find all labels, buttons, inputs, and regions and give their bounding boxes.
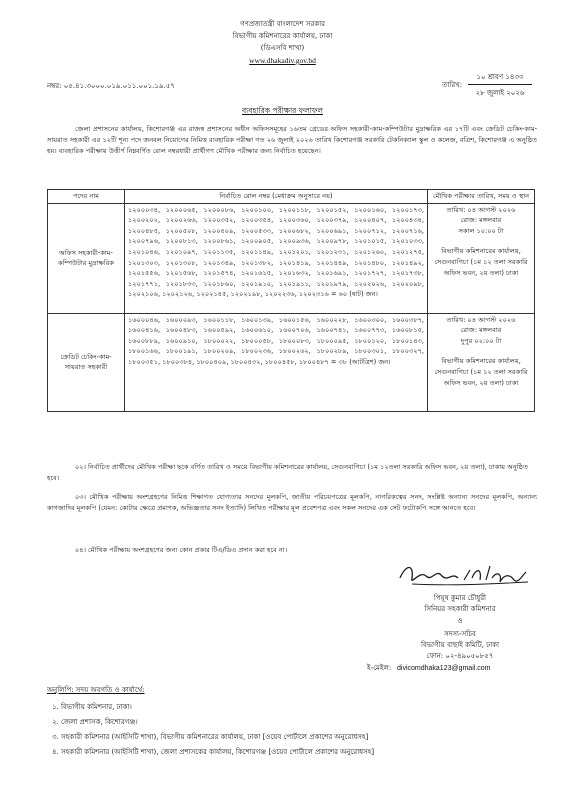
viva-day: রোজ: মঙ্গলবার	[460, 326, 502, 335]
signature-conjunction: ও	[457, 617, 463, 625]
committee-name: বিভাগীয় বাছাই কমিটি, ঢাকা	[420, 641, 500, 649]
handwritten-signature	[392, 560, 532, 590]
table-header-row	[48, 190, 535, 204]
signatory-role: সদস্য-সচিব	[444, 630, 476, 638]
paragraph-4: ০৪। মৌখিক পরীক্ষায় অংশগ্রহণের জন্য কোন প্রকার টিএ/ডিএ প্রদান করা হবে না।	[75, 546, 288, 554]
date-divider	[468, 84, 532, 85]
roll-list-cell: ১৬০০০৪৬, ১৬০০০৯৩, ১৬০০১১৮, ১৬০০১৩৯, ১৬০০১৫৬, ১৬০০২২৮, ১৬০০৩০০, ১৬০০৩৮৭, ১৬০০৪১৬, ১৬০০৪৮৩, ১৬০০৫৯২, ১৬০০৬১০, ১৬০০৭০৬, ১৬০০৭৪১, ১৬০০৭৭৩, ১৬০০৮১৫, ১৬০০৮৮৯, ১৬০০৯১০, ১৮০০০২২, ১৮০০০৫৮, ১৮০০০৮৩, ১৮০০০৯৫, ১৮০০১২০, ১৮০০১৪৩, ১৮০০১৬৬, ১৮০০১৯১, ১৮০০২০৯, ১৮০০২৩৬, ১৮০০২৬২, ১৮০০২৮৯, ১৮০০৩০১, ১৮০০৩২৭, ১৮০০৩৫১, ১৮০০৩৮৪, ১৮০০৪০৯, ১৮০০৪৩২, ১৮০০৪৫৮, ১৮০০৪৮৭ = ৩৮ (আটত্রিশ) জন।	[125, 313, 428, 411]
email-address[interactable]: divicomdhaka123@gmail.com	[397, 665, 491, 672]
date-bangla: ১০ শ্রাবণ ১৪৩৩	[476, 73, 524, 81]
roll-list-cell: ১২০০০৩৪, ১২০০০৬৫, ১২০০০৮৬, ১২০০১০০, ১২০০১১৮, ১২০০১৫২, ১২০০১৬০, ১২০০১৭৩, ১২০০২০২, ১২০০২৬৬, ১২০০৩৫২, ১২০০৩৫৪, ১২০০৩৬০, ১২০০৩৭৯, ১২০০৪০৭, ১২০০৪৩৪, ১২০০৪৮৫, ১২০০৫০৮, ১২০০৫০৯, ১২০০৫৩৩, ১২০০৬৮২, ১২০০৬৯১, ১২০০৭১২, ১২০০৭১৬, ১২০০৭৯৬, ১২০০৮১৩, ১২০০৮৬১, ১২০০৯০৫, ১২০০৯৩৬, ১২০০৯৭৮, ১২০১০১৫, ১২০১০৩৩, ১২০১০৪৬, ১২০১০৯৭, ১২০১১৩৫, ১২০১১৪৯, ১২০১২০১, ১২০১২৩১, ১২০১২৬০, ১২০১২৭৫, ১২০১৩০৩, ১২০১৩০৮, ১২০১৩৪৯, ১২০১৩৮২, ১২০১৪১৯, ১২০১৪৪৯, ১২০১৪৮০, ১২০১৪৯২, ১২০১৫৫৬, ১২০১৫৬৮, ১২০১৫৭৪, ১২০১৬১৫, ১২০১৬৩২, ১২০১৬৯১, ১২০১৭২৭, ১২০১৭৩৮, ১২০১৭৭১, ১২০১৮৩৩, ১২০১৮৬০, ১২০১৯১০, ১২০১৯১১, ১২০১৯৭৯, ১২০২০২৬, ১২০২০৯৮, ১২০২১০৬, ১২০২১২৬, ১২০২১৪৫, ১২০২১৯৮, ১২০২২৩৬, ১২০২৩১৬ = ৬০ (ষাট) জন।	[125, 203, 428, 313]
viva-venue: বিভাগীয় কমিশনারের কার্যালয়, সেগুনবাগিচা (১ম ১২ তলা সরকারি অফিস ভবন, ২য় তলা) ঢাকা	[434, 247, 528, 277]
paragraph-2: ০২। নির্বাচিত প্রার্থীদের মৌখিক পরীক্ষা ছকে বর্ণিত তারিখ ও সময়ে বিভাগীয় কমিশনারের কার্যালয়, সেগুনবাগিচা (১ম ১২তলা সরকারি অফিস ভবন, ২য় তলা), ঢাকায় অনুষ্ঠিত হবে।	[47, 463, 528, 482]
signatory-name: পিযূষ কুমার চৌধুরী	[433, 594, 487, 602]
list-item: ৪. সহকারী কমিশনার (আইসিটি শাখা), জেলা প্রশাসকের কার্যালয়, কিশোরগঞ্জ [ওয়েব পোর্টালে প্রকাশের অনুরোধসহ]	[52, 748, 375, 756]
post-name-cell: ক্রেডিট চেকিং-কাম- সায়রাত সহকারী	[48, 313, 125, 411]
cc-title: অনুলিপি: সদয় অবগতি ও কার্যার্থে:	[47, 686, 145, 694]
viva-cell	[428, 313, 535, 411]
viva-day: রোজ: মঙ্গলবার	[460, 216, 502, 225]
website-link[interactable]: www.dhakadiv.gov.bd	[249, 56, 316, 65]
branch-heading: (ডিএসবি শাখা)	[260, 44, 305, 52]
viva-time: সকাল ১০:০০ টা	[458, 226, 504, 235]
col-header-viva: মৌখিক পরীক্ষার তারিখ, সময় ও স্থান	[428, 190, 535, 204]
post-name-cell: অফিস সহকারী-কাম-কম্পিউটার মুদ্রাক্ষরিক	[48, 203, 125, 313]
col-header-post: পদের নাম	[48, 190, 125, 204]
phone-number: ফোন: ০২-৪৯০৫০৮৫৭	[426, 652, 494, 660]
list-item: ১. বিভাগীয় কমিশনার, ঢাকা।	[52, 703, 132, 711]
date-label: তারিখ:	[442, 81, 463, 89]
date-english: ২৮ জুলাই ২০২৬	[475, 89, 525, 97]
list-item: ২. জেলা প্রশাসক, কিশোরগঞ্জ।	[52, 718, 138, 726]
viva-date: তারিখ: ০৪ আগস্ট ২০২৬	[446, 205, 516, 214]
govt-heading: গণপ্রজাতন্ত্রী বাংলাদেশ সরকার	[240, 20, 325, 28]
memo-number: নম্বর: ০৫.৪১.৩০০০.০১৯.০১১.০০১.১৯.৫৭	[47, 82, 175, 90]
signatory-designation: সিনিয়র সহকারী কমিশনার	[424, 605, 496, 613]
paragraph-3: ০৩। মৌখিক পরীক্ষায় অংশগ্রহণের নিমিত্ত শিক্ষাগত যোগ্যতার সনদের মূলকপি, জাতীয় পরিচয়পত্রের মূলকপি, নাগরিকত্বের সনদ, সংশ্লিষ্ট অন্যান্য সনদের মূলকপি, অন্যান্য কাগজাদির মূলকপি (যেমন: কোটার ক্ষেত্রে প্রমাণক, অভিজ্ঞতার সনদ ইত্যাদি) লিখিত পরীক্ষার মূল প্রবেশপত্র এবং সকল সনদের এক সেট ফটোকপি সঙ্গে আনতে হবে।	[47, 493, 537, 512]
list-item: ৩. সহকারী কমিশনার (আইসিটি শাখা), বিভাগীয় কমিশনারের কার্যালয়, ঢাকা [ওয়েব পোর্টালে প্রকাশের অনুরোধসহ]	[52, 733, 369, 741]
intro-paragraph: জেলা প্রশাসনের কার্যালয়, কিশোরগঞ্জ এর রাজস্ব প্রশাসনের অধীন অফিসসমূহের ১৬তম গ্রেডের অফিস সহকারী-কাম-কম্পিউটার মুদ্রাক্ষরিক এর ১৭টি এবং ক্রেডিট চেকিং-কাম-সায়রাত সহকারী এর ১২টি শূন্য পদে জনবল নিয়োগের নিমিত্ত ব্যবহারিক পরীক্ষা গত ২৬ জুলাই ২০২৬ তারিখ কিশোরগঞ্জ সরকারি টেকনিক্যাল স্কুল ও কলেজ, বত্রিশ, কিশোরগঞ্জ এ অনুষ্ঠিত হয়। ব্যবহারিক পরীক্ষায় উত্তীর্ণ নিম্নবর্ণিত রোল নম্বরধারী প্রার্থীগণ মৌখিক পরীক্ষার জন্য নির্বাচিত হয়েছেন।	[47, 125, 537, 155]
office-heading: বিভাগীয় কমিশনারের কার্যালয়, ঢাকা	[232, 32, 333, 40]
viva-time: দুপুর ০২:০০ টা	[460, 336, 502, 345]
col-header-rolls: নির্বাচিত রোল নম্বর (মেধাক্রম অনুসারে নয়)	[125, 190, 428, 204]
table-row	[48, 313, 535, 411]
email-label: ই-মেইল:	[367, 664, 392, 672]
table-row	[48, 203, 535, 313]
document-title: ব্যবহারিক পরীক্ষার ফলাফল	[242, 106, 323, 115]
viva-cell	[428, 203, 535, 313]
viva-venue: বিভাগীয় কমিশনারের কার্যালয়, সেগুনবাগিচা (১ম ১২ তলা সরকারি অফিস ভবন, ২য় তলা) ঢাকা	[434, 357, 528, 387]
results-table	[47, 189, 535, 412]
viva-date: তারিখ: ০৪ আগস্ট ২০২৬	[446, 315, 516, 324]
